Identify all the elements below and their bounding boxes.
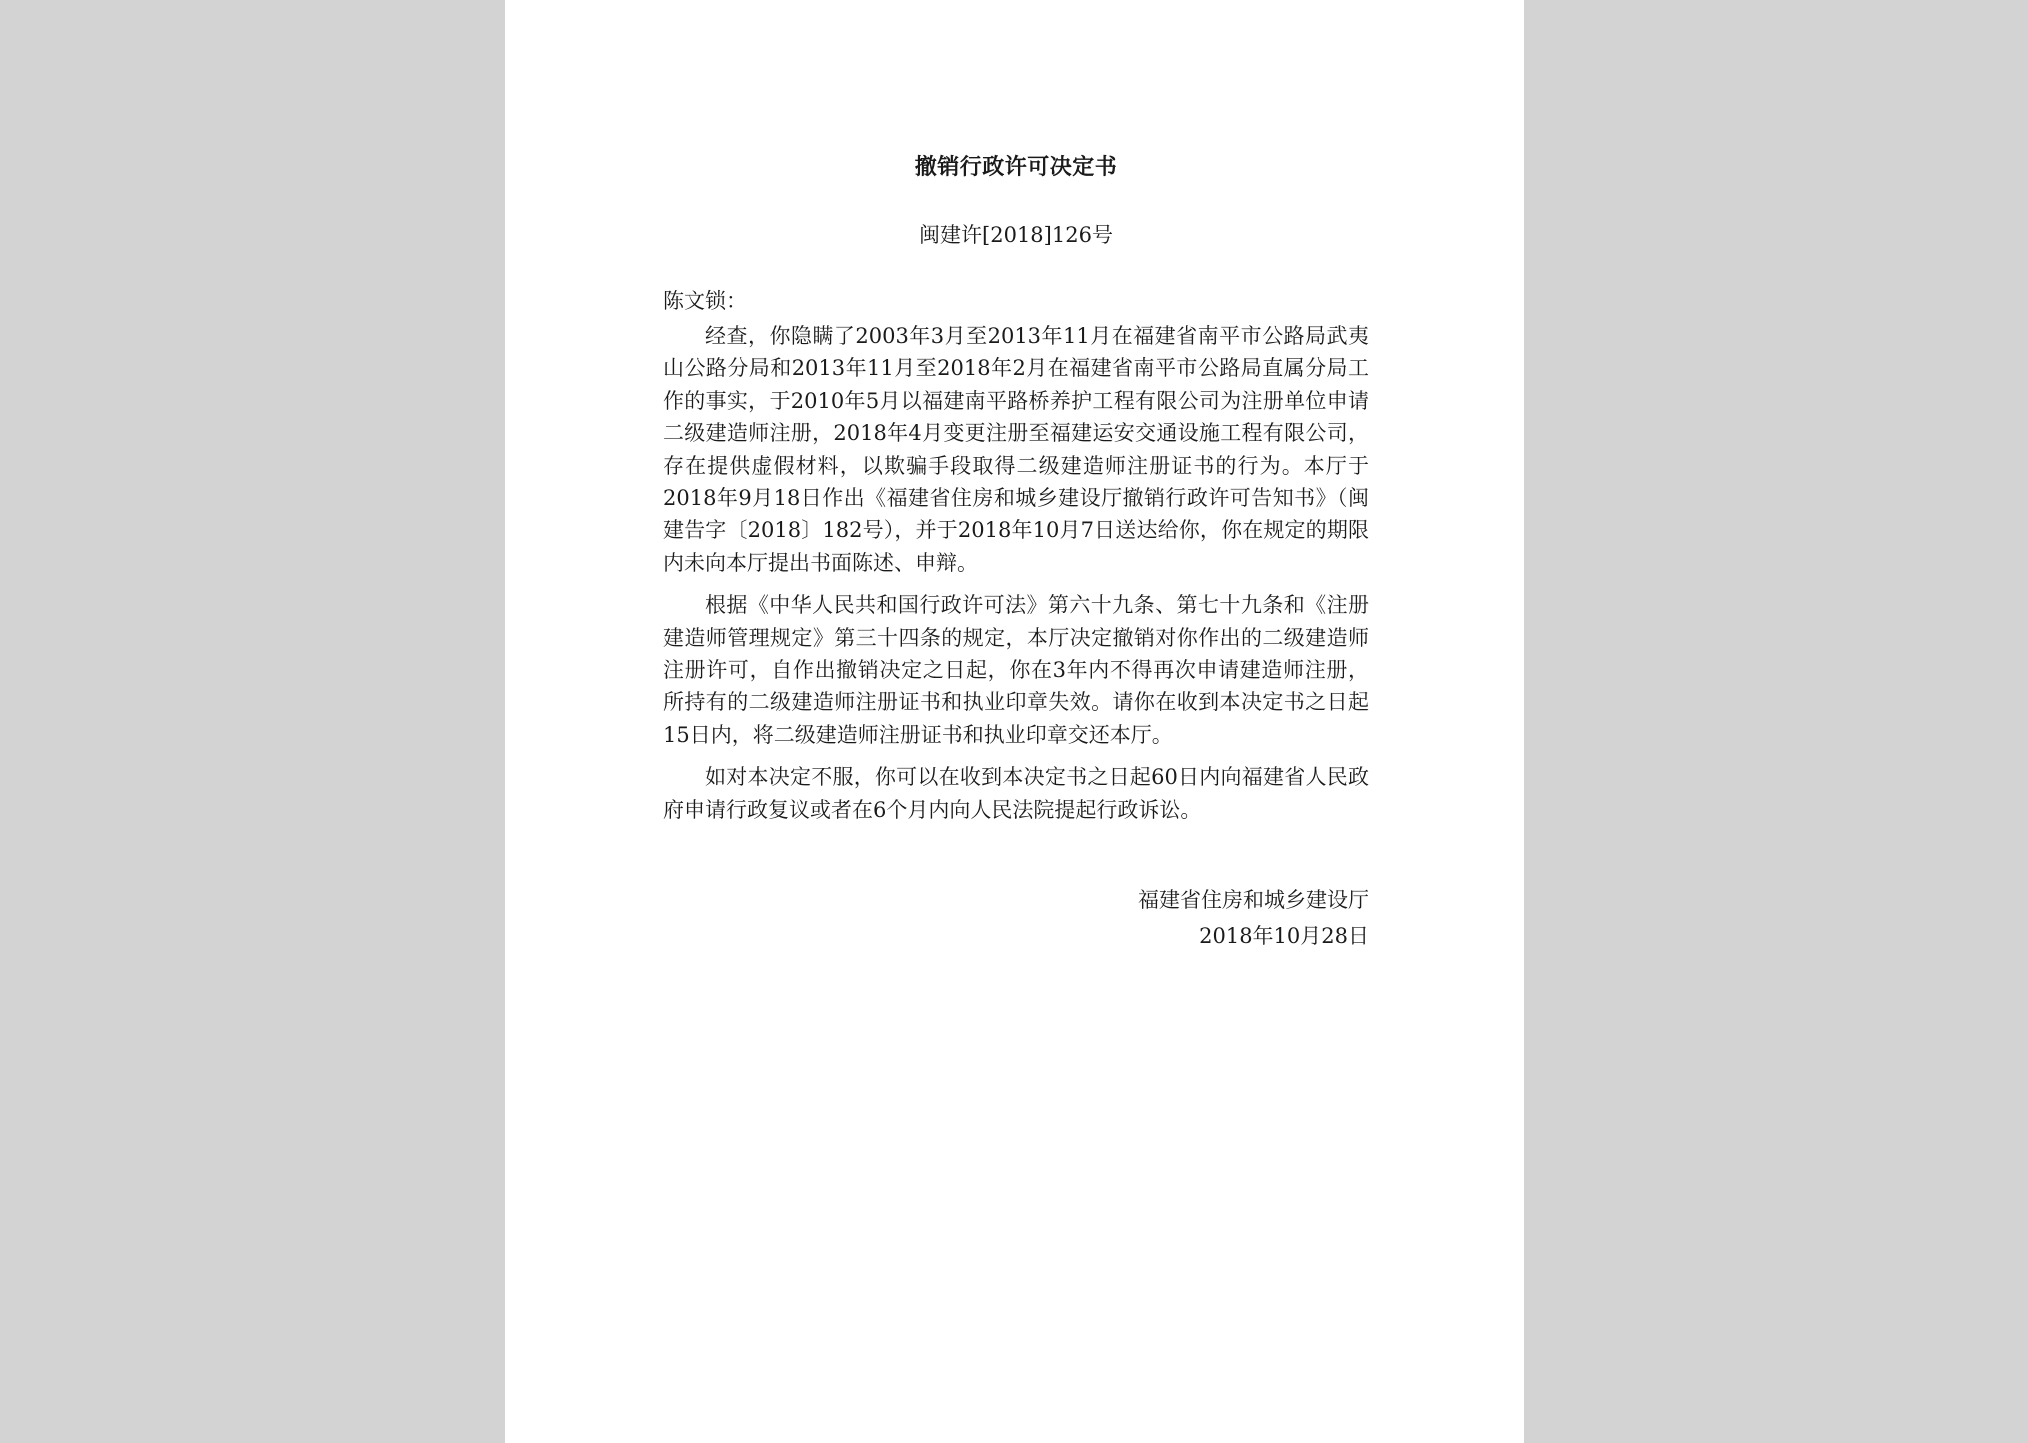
body-paragraph-1: 经查，你隐瞒了2003年3月至2013年11月在福建省南平市公路局武夷山公路分局和2013年11月至2018年2月在福建省南平市公路局直属分局工作的事实，于2010年5月以福建南平路桥养护工程有限公司为注册单位申请二级建造师注册，2018年4月变更注册至福建运安交通设施工程有限公司，存在提供虚假材料，以欺骗手段取得二级建造师注册证书的行为。本厅于2018年9月18日作出《福建省住房和城乡建设厅撤销行政许可告知书》（闽建告字〔2018〕182号），并于2018年10月7日送达给你，你在规定的期限内未向本厅提出书面陈述、申辩。 — [663, 324, 1369, 575]
document-page — [505, 0, 1524, 1443]
document-number: 闽建许[2018]126号 — [919, 223, 1113, 247]
signature-block — [663, 882, 1369, 954]
document-content — [663, 152, 1369, 954]
document-title: 撤销行政许可决定书 — [914, 154, 1118, 180]
body-paragraph-2: 根据《中华人民共和国行政许可法》第六十九条、第七十九条和《注册建造师管理规定》第三十四条的规定，本厅决定撤销对你作出的二级建造师注册许可，自作出撤销决定之日起，你在3年内不得再次申请建造师注册，所持有的二级建造师注册证书和执业印章失效。请你在收到本决定书之日起15日内，将二级建造师注册证书和执业印章交还本厅。 — [663, 593, 1369, 747]
body-paragraph-3: 如对本决定不服，你可以在收到本决定书之日起60日内向福建省人民政府申请行政复议或者在6个月内向人民法院提起行政诉讼。 — [663, 765, 1369, 822]
issuer-name: 福建省住房和城乡建设厅 — [1138, 888, 1369, 913]
salutation: 陈文锁： — [663, 289, 747, 313]
issue-date: 2018年10月28日 — [1199, 924, 1369, 949]
